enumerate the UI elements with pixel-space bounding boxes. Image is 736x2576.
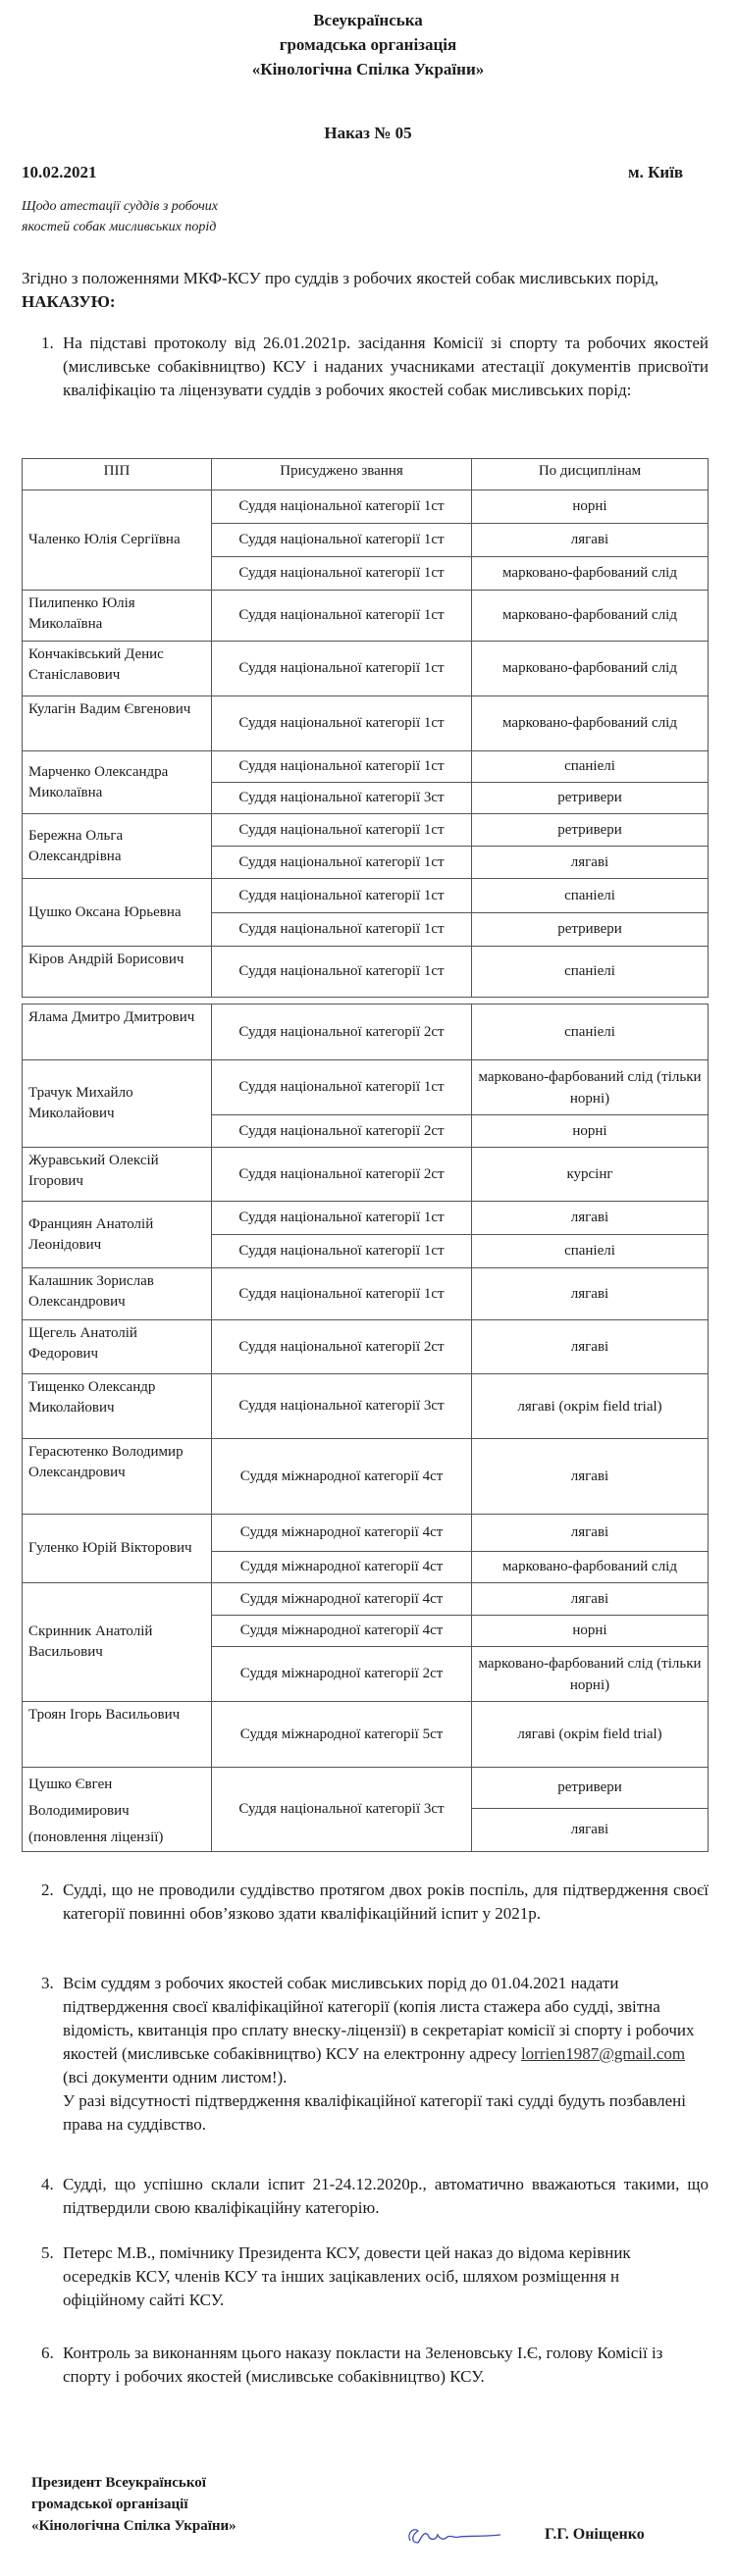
discipline: норні bbox=[472, 1616, 709, 1647]
judge-name: Бережна Ольга Олександрівна bbox=[23, 814, 212, 879]
intro-text: Згідно з положеннями МКФ-КСУ про суддів з робочих якостей собак мисливських порід, bbox=[22, 269, 659, 287]
discipline: марковано-фарбований слід (тільки норні) bbox=[472, 1647, 709, 1702]
discipline: ретривери bbox=[472, 783, 709, 814]
table-row bbox=[23, 1374, 709, 1439]
judge-name: Журавський Олексій Ігорович bbox=[23, 1148, 212, 1202]
awarded-rank: Суддя національної категорії 1ст bbox=[212, 1060, 472, 1115]
discipline: лягаві bbox=[472, 1202, 709, 1235]
discipline: спаніелі bbox=[472, 751, 709, 783]
judges-table-2 bbox=[22, 1004, 709, 1852]
discipline: марковано-фарбований слід bbox=[472, 642, 709, 696]
item-5 bbox=[41, 2241, 736, 2312]
judge-name: Марченко Олександра Миколаївна bbox=[23, 751, 212, 814]
discipline: лягаві bbox=[472, 1320, 709, 1374]
item-1 bbox=[41, 332, 709, 439]
table-row bbox=[23, 1148, 709, 1202]
discipline: лягаві bbox=[472, 524, 709, 557]
awarded-rank: Суддя національної категорії 1ст bbox=[212, 490, 472, 524]
awarded-rank: Суддя національної категорії 1ст bbox=[212, 913, 472, 947]
discipline: марковано-фарбований слід bbox=[472, 1552, 709, 1583]
table-row bbox=[23, 696, 709, 751]
signatory-line-1: Президент Всеукраїнської bbox=[31, 2475, 206, 2491]
column-header: По дисциплінам bbox=[472, 459, 709, 490]
awarded-rank: Суддя національної категорії 1ст bbox=[212, 879, 472, 913]
discipline: спаніелі bbox=[472, 879, 709, 913]
awarded-rank: Суддя національної категорії 1ст bbox=[212, 1268, 472, 1320]
judge-name: Цушко Оксана Юрьевна bbox=[23, 879, 212, 947]
item-text: Контроль за виконанням цього наказу покласти на Зеленовську І.Є, голову Комісії із спорту і робочих якостей (мисливське собаківництво) КСУ. bbox=[63, 2344, 663, 2386]
judge-name: Пилипенко Юлія Миколаївна bbox=[23, 591, 212, 642]
judge-name: Кончаківський Денис Станіславович bbox=[23, 642, 212, 696]
discipline: марковано-фарбований слід bbox=[472, 591, 709, 642]
discipline: спаніелі bbox=[472, 1005, 709, 1060]
judge-name: Калашник Зорислав Олександрович bbox=[23, 1268, 212, 1320]
awarded-rank: Суддя національної категорії 2ст bbox=[212, 1115, 472, 1148]
email-link[interactable]: lorrien1987@gmail.com bbox=[520, 2044, 686, 2063]
awarded-rank: Суддя міжнародної категорії 4ст bbox=[212, 1515, 472, 1552]
org-name-line-2: громадська організація bbox=[279, 35, 457, 54]
discipline: норні bbox=[472, 490, 709, 524]
awarded-rank: Суддя національної категорії 2ст bbox=[212, 1320, 472, 1374]
item-number: 3. bbox=[41, 1974, 54, 1992]
judge-name: Франциян Анатолій Леонідович bbox=[23, 1202, 212, 1268]
awarded-rank: Суддя національної категорії 3ст bbox=[212, 1768, 472, 1852]
judge-name: Гуленко Юрій Вікторович bbox=[23, 1515, 212, 1583]
org-name-line-3: «Кінологічна Спілка України» bbox=[251, 60, 485, 78]
awarded-rank: Суддя національної категорії 2ст bbox=[212, 1005, 472, 1060]
awarded-rank: Суддя міжнародної категорії 4ст bbox=[212, 1616, 472, 1647]
awarded-rank: Суддя національної категорії 1ст bbox=[212, 751, 472, 783]
awarded-rank: Суддя національної категорії 3ст bbox=[212, 783, 472, 814]
org-name-line-1: Всеукраїнська bbox=[313, 11, 423, 29]
discipline: марковано-фарбований слід (тільки норні) bbox=[472, 1060, 709, 1115]
judge-name: Кіров Андрій Борисович bbox=[23, 947, 212, 998]
item-text-line-1: Петерс М.В., помічнику Президента КСУ, довести цей наказ до відома керівник bbox=[63, 2243, 631, 2262]
item-text-line-3: офіційному сайті КСУ. bbox=[63, 2291, 225, 2309]
order-date: 10.02.2021 bbox=[22, 163, 97, 181]
awarded-rank: Суддя національної категорії 2ст bbox=[212, 1148, 472, 1202]
table-row bbox=[23, 814, 709, 847]
judge-name: Кулагін Вадим Євгенович bbox=[23, 696, 212, 751]
judge-name: Скринник Анатолій Васильович bbox=[23, 1583, 212, 1702]
awarded-rank: Суддя національної категорії 1ст bbox=[212, 947, 472, 998]
handwritten-signature bbox=[402, 2523, 510, 2549]
discipline: ретривери bbox=[472, 814, 709, 847]
discipline: марковано-фарбований слід bbox=[472, 696, 709, 751]
discipline: ретривери bbox=[472, 913, 709, 947]
awarded-rank: Суддя міжнародної категорії 2ст bbox=[212, 1647, 472, 1702]
judge-name: Герасютенко Володимир Олександрович bbox=[23, 1439, 212, 1515]
judge-name: Троян Ігорь Васильович bbox=[23, 1702, 212, 1768]
awarded-rank: Суддя міжнародної категорії 4ст bbox=[212, 1583, 472, 1616]
table-row bbox=[23, 1702, 709, 1768]
awarded-rank: Суддя міжнародної категорії 4ст bbox=[212, 1439, 472, 1515]
discipline: лягаві bbox=[472, 847, 709, 879]
table-row bbox=[23, 751, 709, 783]
signatory-line-2: громадської організації bbox=[31, 2497, 188, 2512]
item-number: 5. bbox=[41, 2243, 54, 2262]
item-number: 1. bbox=[41, 334, 54, 352]
discipline: спаніелі bbox=[472, 947, 709, 998]
item-text: Всім суддям з робочих якостей собак мисливських порід до 01.04.2021 надати підтвердження своєї кваліфікаційної категорії (копія листа стажера або судді, звітна відомість, квитанція про сплату внеску-ліцензії) в секретаріат комісії зі спорту і робочих якостей (мисливське собаківництво) КСУ на електронну адресу bbox=[63, 1974, 695, 2063]
discipline: лягаві bbox=[472, 1268, 709, 1320]
discipline: лягаві (окрім field trial) bbox=[472, 1702, 709, 1768]
judge-name: Тищенко Олександр Миколайович bbox=[23, 1374, 212, 1439]
judge-name: Трачук Михайло Миколайович bbox=[23, 1060, 212, 1148]
discipline: лягаві bbox=[472, 1583, 709, 1616]
awarded-rank: Суддя національної категорії 3ст bbox=[212, 1374, 472, 1439]
table-row bbox=[23, 879, 709, 913]
table-row bbox=[23, 1268, 709, 1320]
awarded-rank: Суддя національної категорії 1ст bbox=[212, 696, 472, 751]
table-row bbox=[23, 591, 709, 642]
signatory-name: Г.Г. Оніщенко bbox=[545, 2526, 645, 2543]
item-number: 2. bbox=[41, 1880, 54, 1899]
discipline: марковано-фарбований слід bbox=[472, 557, 709, 591]
column-header: ПІП bbox=[23, 459, 212, 490]
awarded-rank: Суддя національної категорії 1ст bbox=[212, 591, 472, 642]
item-text-after: (всі документи одним листом!). bbox=[63, 2068, 288, 2087]
awarded-rank: Суддя національної категорії 1ст bbox=[212, 524, 472, 557]
item-number: 4. bbox=[41, 2175, 54, 2193]
awarded-rank: Суддя національної категорії 1ст bbox=[212, 1202, 472, 1235]
order-subject bbox=[22, 196, 316, 237]
awarded-rank: Суддя національної категорії 1ст bbox=[212, 847, 472, 879]
item-text-extra: У разі відсутності підтвердження кваліфікаційної категорії такі судді будуть позбавлені права на суддівство. bbox=[63, 2091, 686, 2134]
order-city: м. Київ bbox=[628, 163, 684, 181]
intro-bold: НАКАЗУЮ: bbox=[22, 292, 116, 311]
signatory-title bbox=[31, 2472, 237, 2537]
table-header-row bbox=[23, 459, 709, 490]
judge-name: Чаленко Юлія Сергіївна bbox=[23, 490, 212, 591]
table-row bbox=[23, 947, 709, 998]
discipline: лягаві bbox=[472, 1809, 709, 1852]
discipline: курсінг bbox=[472, 1148, 709, 1202]
intro-paragraph bbox=[22, 267, 709, 314]
discipline: ретривери bbox=[472, 1768, 709, 1809]
table-row bbox=[23, 1583, 709, 1616]
column-header: Присуджено звання bbox=[212, 459, 472, 490]
awarded-rank: Суддя міжнародної категорії 4ст bbox=[212, 1552, 472, 1583]
table-row bbox=[23, 1515, 709, 1552]
awarded-rank: Суддя міжнародної категорії 5ст bbox=[212, 1702, 472, 1768]
item-text: Судді, що не проводили суддівство протягом двох років поспіль, для підтвердження своєї категорії повинні обов’язково здати кваліфікаційний іспит у 2021р. bbox=[63, 1880, 709, 1923]
awarded-rank: Суддя національної категорії 1ст bbox=[212, 1235, 472, 1268]
judges-table-1 bbox=[22, 458, 709, 998]
table-row bbox=[23, 1060, 709, 1115]
discipline: норні bbox=[472, 1115, 709, 1148]
signatory-line-3: «Кінологічна Спілка України» bbox=[31, 2518, 237, 2534]
table-row bbox=[23, 642, 709, 696]
subject-line-2: якостей собак мисливських порід bbox=[22, 220, 217, 234]
judge-name: Ялама Дмитро Дмитрович bbox=[23, 1005, 212, 1060]
item-4 bbox=[41, 2173, 709, 2220]
awarded-rank: Суддя національної категорії 1ст bbox=[212, 557, 472, 591]
item-3 bbox=[41, 1972, 709, 2137]
order-title: Наказ № 05 bbox=[324, 124, 412, 142]
item-6 bbox=[41, 2342, 709, 2389]
discipline: лягаві bbox=[472, 1515, 709, 1552]
discipline: лягаві bbox=[472, 1439, 709, 1515]
item-text: Судді, що успішно склали іспит 21-24.12.2020р., автоматично вважаються такими, що підтвердили свою кваліфікаційну категорію. bbox=[63, 2175, 709, 2217]
table-row bbox=[23, 1005, 709, 1060]
judge-name: Щегель Анатолій Федорович bbox=[23, 1320, 212, 1374]
table-row bbox=[23, 1768, 709, 1809]
table-row bbox=[23, 1202, 709, 1235]
judge-name: Цушко Євген Володимирович (поновлення ліцензії) bbox=[23, 1768, 212, 1852]
awarded-rank: Суддя національної категорії 1ст bbox=[212, 814, 472, 847]
awarded-rank: Суддя національної категорії 1ст bbox=[212, 642, 472, 696]
table-row bbox=[23, 490, 709, 524]
discipline: лягаві (окрім field trial) bbox=[472, 1374, 709, 1439]
item-number: 6. bbox=[41, 2344, 54, 2362]
item-text: На підставі протоколу від 26.01.2021р. засідання Комісії зі спорту та робочих якостей (мисливське собаківництво) КСУ і наданих учасниками атестації документів присвоїти кваліфікацію та ліцензувати суддів з робочих якостей собак мисливських порід: bbox=[63, 334, 709, 399]
subject-line-1: Щодо атестації суддів з робочих bbox=[22, 199, 218, 214]
item-2 bbox=[41, 1879, 709, 1926]
item-text-line-2: осередків КСУ, членів КСУ та інших зацікавлених осіб, шляхом розміщення н bbox=[63, 2267, 620, 2286]
table-row bbox=[23, 1439, 709, 1515]
discipline: спаніелі bbox=[472, 1235, 709, 1268]
table-row bbox=[23, 1320, 709, 1374]
